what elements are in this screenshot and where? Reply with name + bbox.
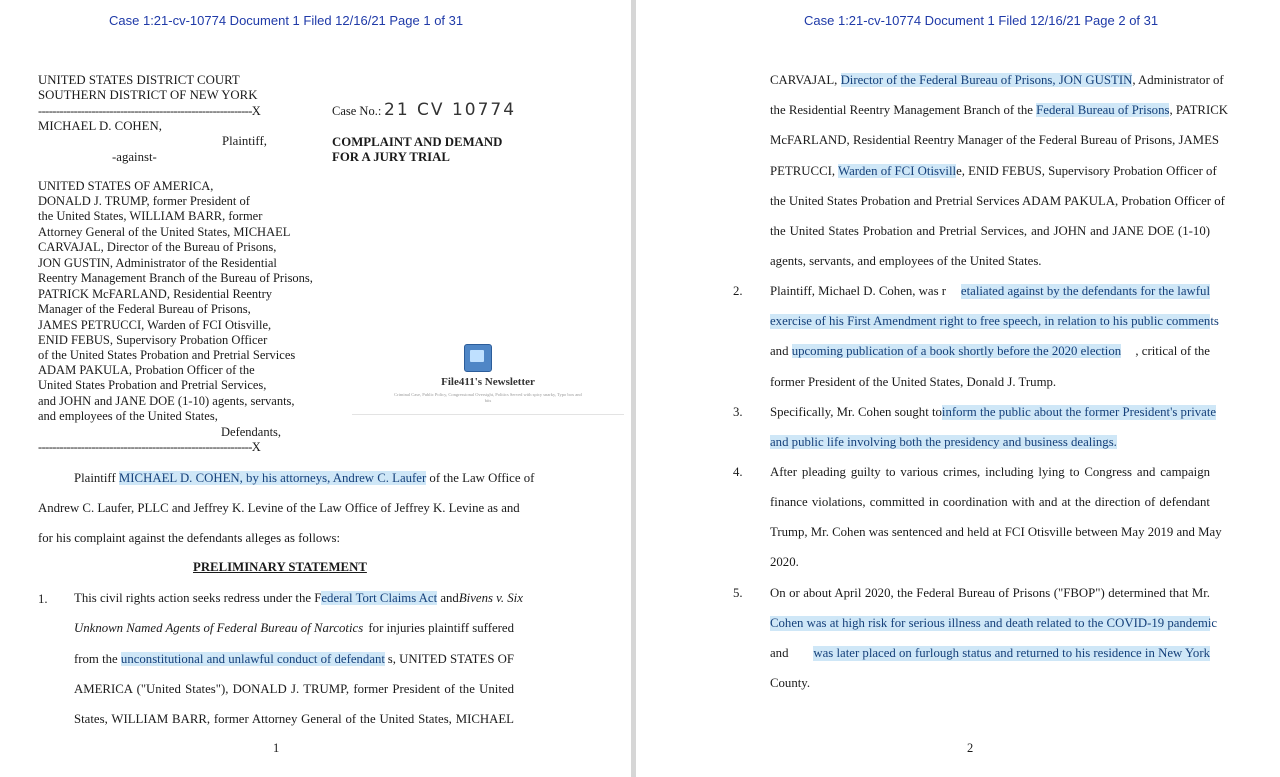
complaint-subtitle: FOR A JURY TRIAL <box>332 150 450 164</box>
paragraph-line: from the unconstitutional and unlawful conduct of defendant s, UNITED STATES OF <box>74 652 514 666</box>
paragraph-number: 5. <box>733 586 743 600</box>
page-number: 1 <box>273 741 280 755</box>
plaintiff-name: MICHAEL D. COHEN, <box>38 119 162 133</box>
defendant-line: the United States, WILLIAM BARR, former <box>38 209 263 223</box>
section-heading: PRELIMINARY STATEMENT <box>193 560 367 574</box>
defendants-role: Defendants, <box>221 425 282 439</box>
page-header: Case 1:21-cv-10774 Document 1 Filed 12/16/21 Page 2 of 31 <box>804 13 1159 28</box>
defendant-line: Manager of the Federal Bureau of Prisons, <box>38 302 251 316</box>
paragraph-number: 4. <box>733 465 743 479</box>
intro-line: Plaintiff MICHAEL D. COHEN, by his attorneys, Andrew C. Laufer of the Law Office of <box>74 471 535 485</box>
defendant-line: and JOHN and JANE DOE (1-10) agents, servants, <box>38 394 295 408</box>
defendant-line: DONALD J. TRUMP, former President of <box>38 194 250 208</box>
paragraph-line: Plaintiff, Michael D. Cohen, was r etaliated against by the defendants for the lawful <box>770 284 1210 298</box>
defendant-line: United States Probation and Pretrial Services, <box>38 378 267 392</box>
paragraph-line: Trump, Mr. Cohen was sentenced and held at FCI Otisville between May 2019 and May <box>770 525 1222 539</box>
newsletter-subtitle: Criminal Case, Public Policy, Congressional Oversight, Politics Served with spicy snarky, Typo box and bits <box>394 392 582 403</box>
paragraph-number: 2. <box>733 284 743 298</box>
intro-line: Andrew C. Laufer, PLLC and Jeffrey K. Levine of the Law Office of Jeffrey K. Levine as and <box>38 501 520 515</box>
against-label: -against- <box>112 150 157 164</box>
paragraph-line: AMERICA ("United States"), DONALD J. TRUMP, former President of the United <box>74 682 514 696</box>
paragraph-line: McFARLAND, Residential Reentry Manager of the Federal Bureau of Prisons, JAMES <box>770 133 1219 147</box>
paragraph-line: CARVAJAL, Director of the Federal Bureau of Prisons, JON GUSTIN , Administrator of <box>770 73 1224 87</box>
defendant-line: and employees of the United States, <box>38 409 218 423</box>
document-page-1 <box>0 0 631 777</box>
defendant-line: of the United States Probation and Pretrial Services <box>38 348 296 362</box>
caption-separator: ------------------------------------------------------------X <box>38 440 261 454</box>
paragraph-number: 1. <box>38 592 48 606</box>
court-name: UNITED STATES DISTRICT COURT <box>38 73 240 87</box>
paragraph-line: former President of the United States, Donald J. Trump. <box>770 375 1057 389</box>
defendant-line: UNITED STATES OF AMERICA, <box>38 179 214 193</box>
defendant-line: Reentry Management Branch of the Bureau of Prisons, <box>38 271 313 285</box>
paragraph-number: 3. <box>733 405 743 419</box>
caption-separator: ------------------------------------------------------------X <box>38 104 261 118</box>
page-number: 2 <box>967 741 974 755</box>
defendant-line: CARVAJAL, Director of the Bureau of Prisons, <box>38 240 277 254</box>
paragraph-line: and public life involving both the presidency and business dealings. <box>770 435 1117 449</box>
paragraph-line: Specifically, Mr. Cohen sought to inform the public about the former President's private <box>770 405 1217 419</box>
paragraph-line: County. <box>770 676 811 690</box>
paragraph-line: exercise of his First Amendment right to free speech, in relation to his public comments <box>770 314 1219 328</box>
defendant-line: PATRICK McFARLAND, Residential Reentry <box>38 287 273 301</box>
defendant-line: Attorney General of the United States, MICHAEL <box>38 225 291 239</box>
case-number-handwritten: 21 CV 10774 <box>384 100 517 120</box>
defendant-line: ADAM PAKULA, Probation Officer of the <box>38 363 255 377</box>
paragraph-line: and was later placed on furlough status and returned to his residence in New York <box>770 646 1210 660</box>
plaintiff-role: Plaintiff, <box>222 134 267 148</box>
intro-line: for his complaint against the defendants alleges as follows: <box>38 531 341 545</box>
case-number-label: Case No.: <box>332 104 382 118</box>
paragraph-line: agents, servants, and employees of the United States. <box>770 254 1042 268</box>
paragraph-line: and upcoming publication of a book shortly before the 2020 election , critical of the <box>770 344 1210 358</box>
defendant-line: JAMES PETRUCCI, Warden of FCI Otisville, <box>38 318 272 332</box>
paragraph-line: PETRUCCI, Warden of FCI Otisvill e, ENID FEBUS, Supervisory Probation Officer of <box>770 164 1217 178</box>
newsletter-title: File411's Newsletter <box>441 376 535 388</box>
paragraph-line: the United States Probation and Pretrial Services, and JOHN and JANE DOE (1-10) <box>770 224 1210 238</box>
paragraph-line: States, WILLIAM BARR, former Attorney General of the United States, MICHAEL <box>74 712 514 726</box>
document-page-2 <box>636 0 1280 777</box>
paragraph-line: After pleading guilty to various crimes, including lying to Congress and campaign <box>770 465 1210 479</box>
newsletter-watermark <box>352 342 624 415</box>
paragraph-line: Unknown Named Agents of Federal Bureau of Narcotics for injuries plaintiff suffered <box>74 621 514 635</box>
paragraph-line: Cohen was at high risk for serious illness and death related to the COVID-19 pandemic <box>770 616 1218 630</box>
paragraph-line: the Residential Reentry Management Branch of the Federal Bureau of Prisons , PATRICK <box>770 103 1229 117</box>
newsletter-logo-icon <box>464 344 492 372</box>
defendant-line: ENID FEBUS, Supervisory Probation Officer <box>38 333 268 347</box>
paragraph-line: the United States Probation and Pretrial Services ADAM PAKULA, Probation Officer of <box>770 194 1225 208</box>
paragraph-line: 2020. <box>770 555 799 569</box>
paragraph-line: finance violations, committed in coordination with and at the direction of defendant <box>770 495 1210 509</box>
court-district: SOUTHERN DISTRICT OF NEW YORK <box>38 88 258 102</box>
page-header: Case 1:21-cv-10774 Document 1 Filed 12/16/21 Page 1 of 31 <box>109 13 464 28</box>
paragraph-line: On or about April 2020, the Federal Bureau of Prisons ("FBOP") determined that Mr. <box>770 586 1210 600</box>
defendant-line: JON GUSTIN, Administrator of the Residential <box>38 256 277 270</box>
paragraph-line: This civil rights action seeks redress under the Federal Tort Claims Act and Bivens v. Six <box>74 591 523 605</box>
complaint-title: COMPLAINT AND DEMAND <box>332 135 503 149</box>
